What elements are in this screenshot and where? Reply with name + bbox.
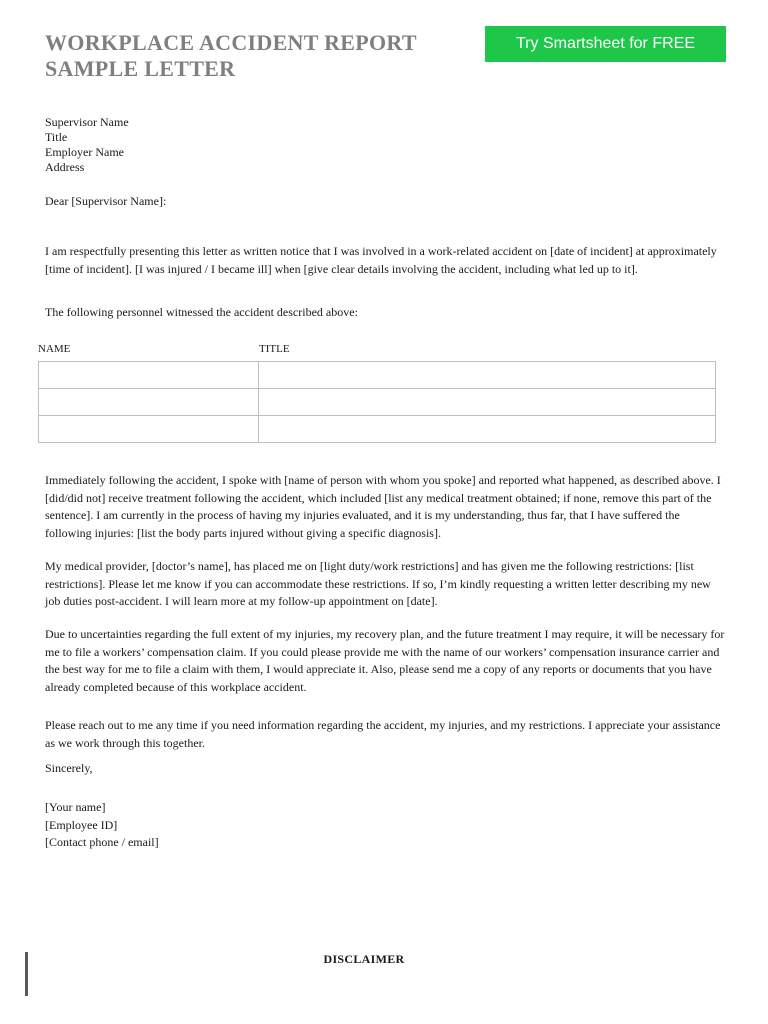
recipient-address-block	[45, 115, 725, 175]
signature-employee-id: [Employee ID]	[45, 817, 118, 832]
contact-request-paragraph: Please reach out to me any time if you need information regarding the accident, my injuries, and my restrictions. I appreciate your assistance as we work through this together.	[45, 718, 721, 750]
table-row	[39, 416, 716, 443]
signature-name: [Your name]	[45, 800, 106, 814]
witness-name-cell[interactable]	[39, 389, 259, 416]
table-row	[39, 362, 716, 389]
witness-title-cell[interactable]	[259, 362, 716, 389]
recipient-title: Title	[45, 130, 68, 144]
witness-name-cell[interactable]	[39, 362, 259, 389]
signature-contact: [Contact phone / email]	[45, 835, 159, 849]
table-row	[39, 389, 716, 416]
witness-title-header: TITLE	[259, 343, 290, 355]
witness-title-cell[interactable]	[259, 416, 716, 443]
try-smartsheet-button[interactable]: Try Smartsheet for FREE	[485, 26, 726, 62]
recipient-name: Supervisor Name	[45, 115, 129, 129]
compensation-claim-paragraph: Due to uncertainties regarding the full extent of my injuries, my recovery plan, and the future treatment I may require, it will be necessary for me to file a workers’ compensation claim. If you could please provide me with the name of our workers’ compensation insurance carrier and the best way for me to file a claim with them, I would appreciate it. Also, please send me a copy of any reports or documents that you have already completed because of this workplace accident.	[45, 627, 725, 694]
witness-title-cell[interactable]	[259, 389, 716, 416]
recipient-employer: Employer Name	[45, 145, 124, 159]
title-line-2: SAMPLE LETTER	[45, 56, 236, 81]
salutation: Dear [Supervisor Name]:	[45, 194, 167, 208]
witness-intro: The following personnel witnessed the accident described above:	[45, 305, 358, 319]
disclaimer-heading: DISCLAIMER	[323, 952, 405, 966]
recipient-address: Address	[45, 160, 85, 174]
intro-paragraph: I am respectfully presenting this letter as written notice that I was involved in a work-related accident on [date of incident] at approximately [time of incident]. [I was injured / I became ill] when [give clear details involving the accident, including what led up to it].	[45, 244, 717, 276]
witness-table	[38, 361, 716, 443]
document-title	[45, 30, 465, 82]
signature-block	[45, 799, 725, 852]
title-line-1: WORKPLACE ACCIDENT REPORT	[45, 30, 417, 55]
closing: Sincerely,	[45, 761, 93, 775]
witness-name-header: NAME	[38, 343, 71, 355]
witness-name-cell[interactable]	[39, 416, 259, 443]
incident-followup-paragraph: Immediately following the accident, I spoke with [name of person with whom you spoke] and reported what happened, as described above. I [did/did not] receive treatment following the accident, which included [list any medical treatment obtained; if none, remove this part of the sentence]. I am currently in the process of having my injuries evaluated, and it is my understanding, thus far, that I have suffered the following injuries: [list the body parts injured without giving a specific diagnosis].	[45, 473, 721, 540]
medical-restrictions-paragraph: My medical provider, [doctor’s name], has placed me on [light duty/work restrictions] and has given me the following restrictions: [list restrictions]. Please let me know if you can accommodate these restrictions. If so, I’m kindly requesting a written letter describing my new job duties post-accident. I will learn more at my follow-up appointment on [date].	[45, 559, 711, 608]
